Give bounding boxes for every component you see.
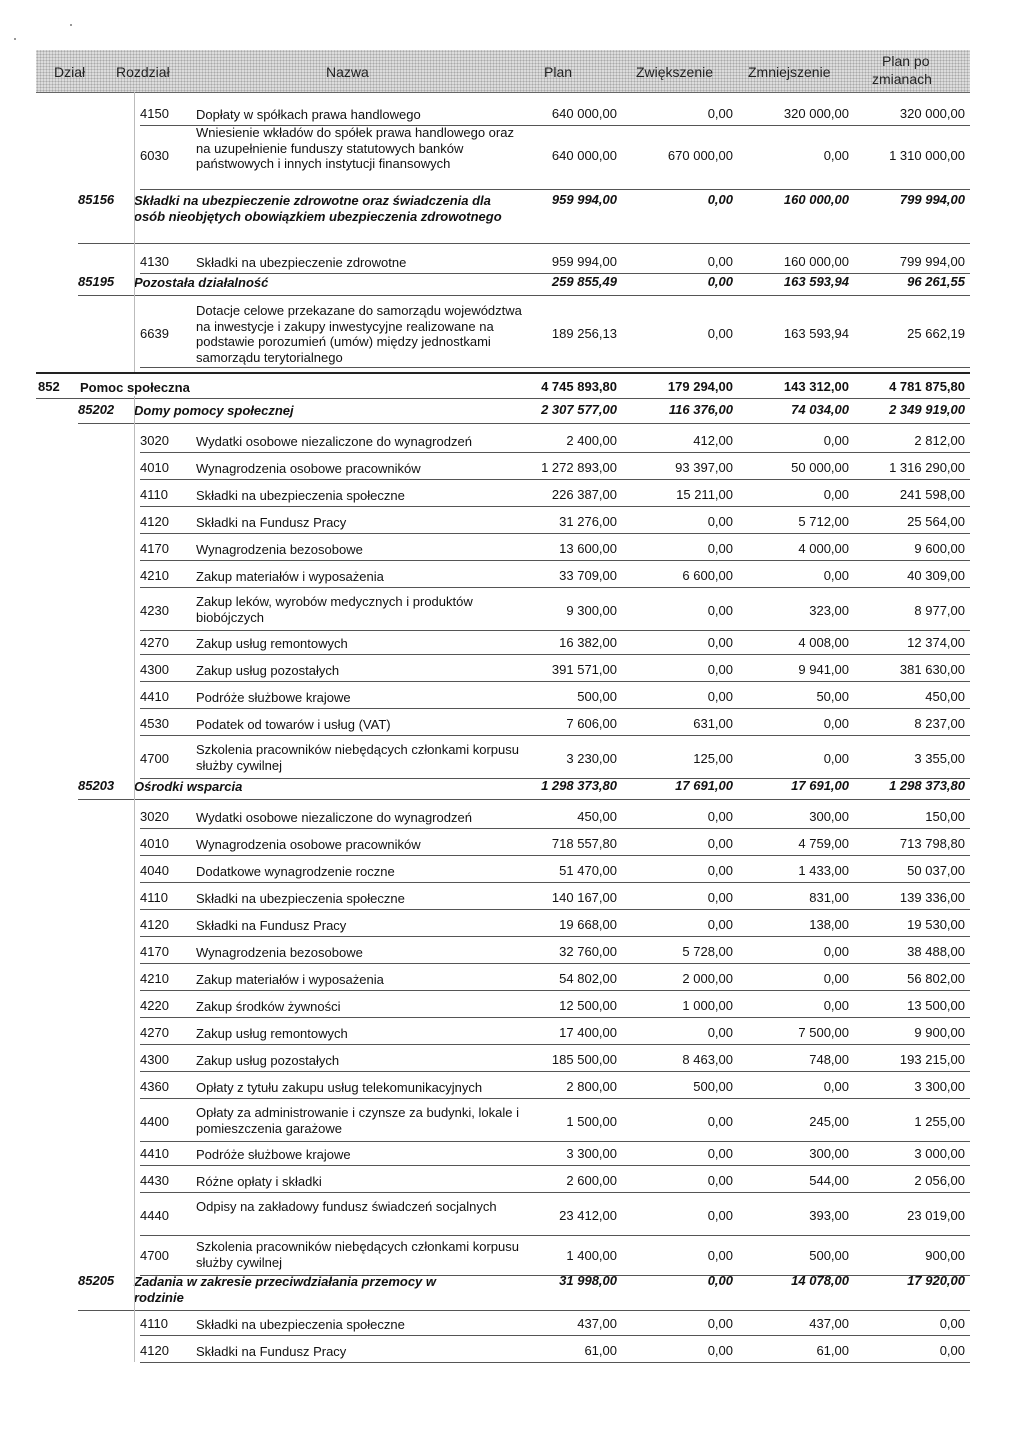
row-name: Składki na ubezpieczenie zdrowotne oraz świadczenia dla osób nieobjętych obowiązkiem ubezpieczenia zdrowotnego	[134, 193, 502, 224]
row-name: Pozostała działalność	[134, 275, 269, 290]
plan-value: 33 709,00	[559, 568, 617, 583]
plan-value: 391 571,00	[551, 662, 617, 677]
row-rule	[140, 990, 970, 991]
paragraph-code: 4110	[140, 890, 168, 905]
decrease-value: 0,00	[823, 716, 849, 731]
decrease-value: 0,00	[823, 433, 849, 448]
plan-value: 1 272 893,00	[541, 460, 617, 475]
decrease-value: 0,00	[823, 1079, 849, 1094]
plan-after-value: 193 215,00	[899, 1052, 965, 1067]
plan-after-value: 320 000,00	[899, 106, 965, 121]
row-rule	[140, 735, 970, 736]
increase-value: 1 000,00	[682, 998, 733, 1013]
row-rule	[140, 1192, 970, 1193]
paragraph-code: 3020	[140, 809, 169, 824]
row-rule	[36, 398, 970, 399]
decrease-value: 500,00	[809, 1248, 849, 1263]
decrease-value: 0,00	[823, 148, 849, 163]
increase-value: 125,00	[693, 751, 733, 766]
plan-after-value: 23 019,00	[907, 1208, 965, 1223]
plan-after-value: 8 977,00	[914, 603, 965, 618]
plan-after-value: 799 994,00	[899, 254, 965, 269]
decrease-value: 245,00	[809, 1114, 849, 1129]
column-divider	[134, 396, 135, 1362]
decrease-value: 748,00	[809, 1052, 849, 1067]
plan-value: 2 400,00	[566, 433, 617, 448]
row-name: Wynagrodzenia osobowe pracowników	[196, 837, 421, 852]
row-rule	[140, 855, 970, 856]
row-name: Składki na ubezpieczenia społeczne	[196, 1317, 405, 1332]
row-name: Składki na Fundusz Pracy	[196, 1344, 347, 1359]
row-name: Składki na Fundusz Pracy	[196, 918, 347, 933]
paragraph-code: 4110	[140, 1316, 168, 1331]
paragraph-code: 4130	[140, 254, 169, 269]
plan-after-value: 40 309,00	[907, 568, 965, 583]
plan-value: 959 994,00	[551, 254, 617, 269]
row-rule	[140, 1098, 970, 1099]
decrease-value: 4 000,00	[798, 541, 849, 556]
increase-value: 0,00	[707, 1025, 733, 1040]
plan-value: 13 600,00	[559, 541, 617, 556]
paragraph-code: 4220	[140, 998, 169, 1013]
row-rule	[140, 1017, 970, 1018]
row-name: Wydatki osobowe niezaliczone do wynagrodzeń	[196, 810, 472, 825]
plan-after-value: 2 349 919,00	[889, 402, 965, 417]
plan-after-value: 241 598,00	[899, 487, 965, 502]
row-rule	[140, 1335, 970, 1336]
header-zmniejszenie: Zmniejszenie	[748, 64, 831, 80]
decrease-value: 393,00	[809, 1208, 849, 1223]
plan-after-value: 96 261,55	[907, 274, 965, 289]
plan-value: 9 300,00	[566, 603, 617, 618]
row-name: Podróże służbowe krajowe	[196, 690, 351, 705]
rozdzial-code: 85195	[78, 274, 115, 289]
plan-after-value: 1 310 000,00	[889, 148, 965, 163]
paragraph-code: 4700	[140, 1248, 169, 1263]
plan-after-value: 1 316 290,00	[889, 460, 965, 475]
row-rule	[78, 243, 970, 244]
header-nazwa: Nazwa	[326, 64, 369, 80]
decrease-value: 831,00	[809, 890, 849, 905]
plan-after-value: 50 037,00	[907, 863, 965, 878]
decrease-value: 1 433,00	[798, 863, 849, 878]
increase-value: 0,00	[707, 1208, 733, 1223]
plan-after-value: 0,00	[939, 1316, 965, 1331]
paragraph-code: 4120	[140, 514, 169, 529]
row-name: Zadania w zakresie przeciwdziałania przemocy w rodzinie	[134, 1274, 437, 1305]
paragraph-code: 4120	[140, 1343, 169, 1358]
plan-value: 3 300,00	[566, 1146, 617, 1161]
paragraph-code: 4300	[140, 1052, 169, 1067]
paragraph-code: 4700	[140, 751, 169, 766]
row-name: Domy pomocy społecznej	[134, 403, 294, 418]
row-rule	[140, 630, 970, 631]
plan-value: 1 500,00	[566, 1114, 617, 1129]
row-name: Składki na ubezpieczenia społeczne	[196, 488, 405, 503]
increase-value: 2 000,00	[682, 971, 733, 986]
plan-value: 140 167,00	[551, 890, 617, 905]
row-rule	[78, 423, 970, 424]
decrease-value: 323,00	[809, 603, 849, 618]
row-rule	[140, 909, 970, 910]
plan-value: 7 606,00	[566, 716, 617, 731]
row-name: Pomoc społeczna	[80, 380, 190, 395]
row-rule	[140, 654, 970, 655]
header-plan: Plan	[544, 64, 573, 80]
row-rule	[78, 799, 970, 800]
plan-value: 23 412,00	[559, 1208, 617, 1223]
row-name: Dopłaty w spółkach prawa handlowego	[196, 107, 421, 122]
table-header	[36, 50, 970, 93]
plan-after-value: 2 812,00	[914, 433, 965, 448]
header-dzial: Dział	[54, 64, 86, 80]
paragraph-code: 4010	[140, 460, 169, 475]
row-name: Zakup środków żywności	[196, 999, 341, 1014]
increase-value: 116 376,00	[668, 402, 733, 417]
paragraph-code: 3020	[140, 433, 169, 448]
decrease-value: 0,00	[823, 751, 849, 766]
header-zwiekszenie: Zwiększenie	[636, 64, 714, 80]
increase-value: 0,00	[707, 890, 733, 905]
plan-value: 3 230,00	[566, 751, 617, 766]
row-name: Wynagrodzenia osobowe pracowników	[196, 461, 421, 476]
plan-after-value: 12 374,00	[907, 635, 965, 650]
decrease-value: 320 000,00	[783, 106, 849, 121]
paragraph-code: 4010	[140, 836, 169, 851]
row-name: Zakup usług pozostałych	[196, 1053, 340, 1068]
plan-value: 1 298 373,80	[541, 778, 617, 793]
row-name: Różne opłaty i składki	[196, 1174, 322, 1189]
row-name: Zakup usług remontowych	[196, 636, 348, 651]
row-rule	[140, 587, 970, 588]
decrease-value: 544,00	[809, 1173, 849, 1188]
decrease-value: 138,00	[809, 917, 849, 932]
decrease-value: 143 312,00	[783, 379, 849, 394]
row-rule	[140, 452, 970, 453]
increase-value: 631,00	[693, 716, 733, 731]
increase-value: 0,00	[707, 541, 733, 556]
scan-speck	[14, 38, 16, 40]
plan-value: 12 500,00	[559, 998, 617, 1013]
plan-value: 450,00	[577, 809, 617, 824]
rozdzial-code: 85202	[78, 402, 115, 417]
row-rule	[140, 681, 970, 682]
plan-after-value: 19 530,00	[907, 917, 965, 932]
increase-value: 179 294,00	[667, 379, 733, 394]
decrease-value: 17 691,00	[791, 778, 849, 793]
decrease-value: 4 759,00	[798, 836, 849, 851]
plan-value: 61,00	[584, 1343, 617, 1358]
header-plan-po: Plan po	[882, 53, 930, 69]
decrease-value: 160 000,00	[783, 192, 849, 207]
increase-value: 0,00	[707, 1316, 733, 1331]
row-name: Ośrodki wsparcia	[134, 779, 243, 794]
paragraph-code: 4300	[140, 662, 169, 677]
decrease-value: 300,00	[809, 809, 849, 824]
increase-value: 15 211,00	[676, 487, 733, 502]
paragraph-code: 6639	[140, 326, 169, 341]
row-rule	[78, 1310, 970, 1311]
decrease-value: 0,00	[823, 971, 849, 986]
increase-value: 6 600,00	[682, 568, 733, 583]
row-rule	[140, 560, 970, 561]
plan-value: 54 802,00	[559, 971, 617, 986]
decrease-value: 14 078,00	[791, 1273, 849, 1288]
plan-after-value: 25 564,00	[907, 514, 965, 529]
plan-after-value: 3 300,00	[914, 1079, 965, 1094]
plan-after-value: 38 488,00	[907, 944, 965, 959]
increase-value: 5 728,00	[682, 944, 733, 959]
increase-value: 0,00	[707, 689, 733, 704]
plan-after-value: 17 920,00	[907, 1273, 965, 1288]
plan-after-value: 1 298 373,80	[889, 778, 965, 793]
plan-value: 1 400,00	[566, 1248, 617, 1263]
row-rule	[140, 1071, 970, 1072]
plan-after-value: 713 798,80	[899, 836, 965, 851]
decrease-value: 160 000,00	[783, 254, 849, 269]
increase-value: 0,00	[707, 863, 733, 878]
decrease-value: 74 034,00	[791, 402, 849, 417]
plan-value: 718 557,80	[551, 836, 617, 851]
row-name: Składki na ubezpieczenie zdrowotne	[196, 255, 407, 270]
plan-after-value: 3 000,00	[914, 1146, 965, 1161]
row-name: Dotacje celowe przekazane do samorządu województwa na inwestycje i zakupy inwestycyjne realizowane na podstawie porozumień (umów) między jednostkami samorządu terytorialnego	[196, 303, 522, 365]
plan-after-value: 8 237,00	[914, 716, 965, 731]
scan-speck	[70, 24, 72, 26]
row-name: Dodatkowe wynagrodzenie roczne	[196, 864, 395, 879]
plan-value: 226 387,00	[551, 487, 617, 502]
row-name: Wynagrodzenia bezosobowe	[196, 945, 363, 960]
paragraph-code: 4430	[140, 1173, 169, 1188]
paragraph-code: 6030	[140, 148, 169, 163]
row-name: Wynagrodzenia bezosobowe	[196, 542, 363, 557]
row-rule	[140, 1141, 970, 1142]
plan-value: 16 382,00	[559, 635, 617, 650]
row-name: Szkolenia pracowników niebędących członkami korpusu służby cywilnej	[196, 1239, 520, 1270]
paragraph-code: 4270	[140, 635, 169, 650]
plan-value: 32 760,00	[559, 944, 617, 959]
row-rule	[140, 828, 970, 829]
plan-after-value: 381 630,00	[899, 662, 965, 677]
plan-after-value: 25 662,19	[907, 326, 965, 341]
decrease-value: 50,00	[816, 689, 849, 704]
increase-value: 0,00	[707, 635, 733, 650]
row-rule	[140, 1235, 970, 1236]
increase-value: 0,00	[707, 1146, 733, 1161]
increase-value: 8 463,00	[682, 1052, 733, 1067]
paragraph-code: 4150	[140, 106, 169, 121]
increase-value: 0,00	[707, 662, 733, 677]
plan-value: 17 400,00	[559, 1025, 617, 1040]
row-rule	[140, 367, 970, 368]
paragraph-code: 4440	[140, 1208, 169, 1223]
plan-value: 31 276,00	[559, 514, 617, 529]
row-name: Składki na ubezpieczenia społeczne	[196, 891, 405, 906]
row-name: Opłaty za administrowanie i czynsze za budynki, lokale i pomieszczenia garażowe	[196, 1105, 519, 1136]
column-divider	[134, 92, 135, 372]
paragraph-code: 4110	[140, 487, 168, 502]
decrease-value: 5 712,00	[798, 514, 849, 529]
plan-value: 437,00	[577, 1316, 617, 1331]
decrease-value: 7 500,00	[798, 1025, 849, 1040]
row-rule	[140, 479, 970, 480]
plan-value: 640 000,00	[551, 148, 617, 163]
decrease-value: 9 941,00	[798, 662, 849, 677]
paragraph-code: 4170	[140, 944, 169, 959]
plan-value: 2 307 577,00	[541, 402, 617, 417]
paragraph-code: 4120	[140, 917, 169, 932]
plan-after-value: 4 781 875,80	[889, 379, 965, 394]
row-name: Wydatki osobowe niezaliczone do wynagrodzeń	[196, 434, 472, 449]
increase-value: 17 691,00	[675, 778, 733, 793]
paragraph-code: 4210	[140, 568, 169, 583]
plan-after-value: 139 336,00	[899, 890, 965, 905]
plan-after-value: 900,00	[925, 1248, 965, 1263]
paragraph-code: 4210	[140, 971, 169, 986]
plan-value: 500,00	[577, 689, 617, 704]
increase-value: 0,00	[707, 917, 733, 932]
header-zmianach: zmianach	[872, 71, 932, 87]
increase-value: 0,00	[707, 274, 733, 289]
plan-value: 185 500,00	[551, 1052, 617, 1067]
increase-value: 0,00	[707, 603, 733, 618]
plan-after-value: 450,00	[925, 689, 965, 704]
plan-value: 959 994,00	[551, 192, 617, 207]
header-rozdzial: Rozdział	[116, 64, 170, 80]
decrease-value: 0,00	[823, 944, 849, 959]
increase-value: 412,00	[693, 433, 733, 448]
row-name: Szkolenia pracowników niebędących członkami korpusu służby cywilnej	[196, 742, 520, 773]
plan-value: 2 600,00	[566, 1173, 617, 1188]
row-rule	[140, 708, 970, 709]
increase-value: 0,00	[707, 254, 733, 269]
plan-after-value: 56 802,00	[907, 971, 965, 986]
row-rule	[140, 189, 970, 190]
row-name: Zakup usług remontowych	[196, 1026, 348, 1041]
row-rule	[140, 963, 970, 964]
increase-value: 0,00	[707, 192, 733, 207]
paragraph-code: 4170	[140, 541, 169, 556]
row-name: Wniesienie wkładów do spółek prawa handlowego oraz na uzupełnienie funduszy statutowych banków państwowych i innych instytucji finansowych	[196, 125, 514, 171]
row-name: Opłaty z tytułu zakupu usług telekomunikacyjnych	[196, 1080, 483, 1095]
plan-value: 189 256,13	[551, 326, 617, 341]
row-name: Odpisy na zakładowy fundusz świadczeń socjalnych	[196, 1199, 497, 1214]
row-name: Podróże służbowe krajowe	[196, 1147, 351, 1162]
decrease-value: 300,00	[809, 1146, 849, 1161]
row-rule	[140, 506, 970, 507]
plan-value: 19 668,00	[559, 917, 617, 932]
plan-after-value: 150,00	[925, 809, 965, 824]
rozdzial-code: 85205	[78, 1273, 115, 1288]
rozdzial-code: 85203	[78, 778, 115, 793]
row-name: Zakup materiałów i wyposażenia	[196, 569, 384, 584]
row-name: Zakup materiałów i wyposażenia	[196, 972, 384, 987]
paragraph-code: 4410	[140, 689, 169, 704]
plan-value: 51 470,00	[559, 863, 617, 878]
dzial-code: 852	[38, 379, 60, 394]
paragraph-code: 4410	[140, 1146, 169, 1161]
row-rule	[140, 882, 970, 883]
increase-value: 93 397,00	[675, 460, 733, 475]
row-rule	[140, 1165, 970, 1166]
plan-after-value: 2 056,00	[914, 1173, 965, 1188]
increase-value: 500,00	[693, 1079, 733, 1094]
increase-value: 0,00	[707, 514, 733, 529]
decrease-value: 50 000,00	[791, 460, 849, 475]
row-name: Zakup leków, wyrobów medycznych i produktów biobójczych	[196, 594, 473, 625]
row-name: Zakup usług pozostałych	[196, 663, 340, 678]
row-rule	[140, 533, 970, 534]
plan-after-value: 9 600,00	[914, 541, 965, 556]
dzial-rule	[36, 372, 970, 374]
plan-after-value: 799 994,00	[899, 192, 965, 207]
row-name: Składki na Fundusz Pracy	[196, 515, 347, 530]
increase-value: 0,00	[707, 1343, 733, 1358]
decrease-value: 163 593,94	[783, 326, 849, 341]
plan-value: 31 998,00	[559, 1273, 617, 1288]
plan-value: 2 800,00	[566, 1079, 617, 1094]
row-rule	[140, 1362, 970, 1363]
paragraph-code: 4270	[140, 1025, 169, 1040]
paragraph-code: 4040	[140, 863, 169, 878]
increase-value: 0,00	[707, 836, 733, 851]
increase-value: 0,00	[707, 809, 733, 824]
decrease-value: 437,00	[809, 1316, 849, 1331]
plan-after-value: 0,00	[939, 1343, 965, 1358]
decrease-value: 163 593,94	[783, 274, 849, 289]
decrease-value: 61,00	[816, 1343, 849, 1358]
decrease-value: 0,00	[823, 487, 849, 502]
decrease-value: 0,00	[823, 998, 849, 1013]
row-rule	[140, 1044, 970, 1045]
row-name: Podatek od towarów i usług (VAT)	[196, 717, 391, 732]
plan-after-value: 1 255,00	[914, 1114, 965, 1129]
increase-value: 0,00	[707, 326, 733, 341]
increase-value: 0,00	[707, 1273, 733, 1288]
increase-value: 0,00	[707, 106, 733, 121]
paragraph-code: 4230	[140, 603, 169, 618]
rozdzial-code: 85156	[78, 192, 115, 207]
paragraph-code: 4530	[140, 716, 169, 731]
plan-value: 640 000,00	[551, 106, 617, 121]
row-rule	[140, 936, 970, 937]
increase-value: 670 000,00	[667, 148, 733, 163]
paragraph-code: 4400	[140, 1114, 169, 1129]
increase-value: 0,00	[707, 1114, 733, 1129]
plan-after-value: 13 500,00	[907, 998, 965, 1013]
increase-value: 0,00	[707, 1173, 733, 1188]
paragraph-code: 4360	[140, 1079, 169, 1094]
decrease-value: 0,00	[823, 568, 849, 583]
plan-value: 259 855,49	[551, 274, 617, 289]
increase-value: 0,00	[707, 1248, 733, 1263]
plan-value: 4 745 893,80	[541, 379, 617, 394]
plan-after-value: 9 900,00	[914, 1025, 965, 1040]
plan-after-value: 3 355,00	[914, 751, 965, 766]
decrease-value: 4 008,00	[798, 635, 849, 650]
row-rule	[78, 295, 970, 296]
